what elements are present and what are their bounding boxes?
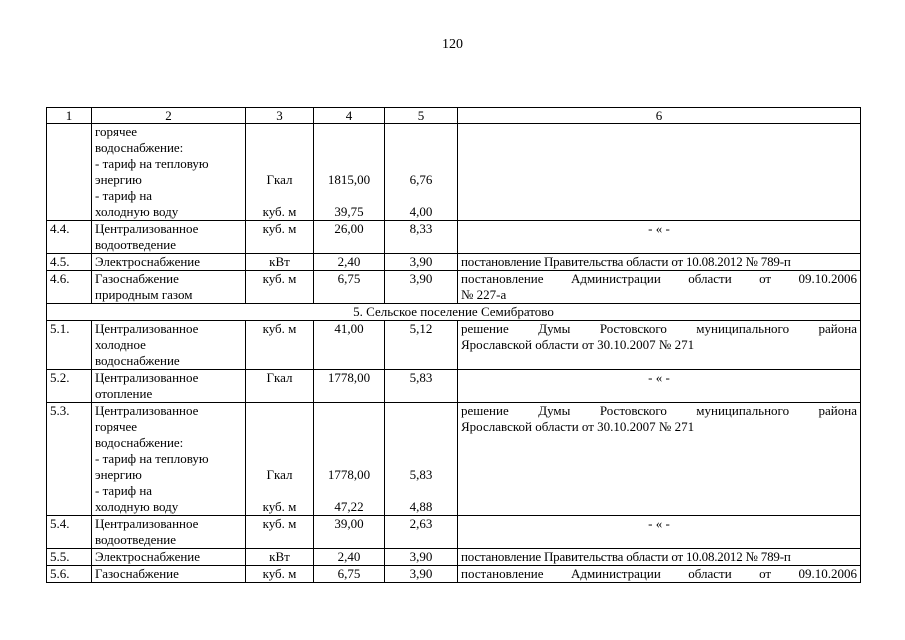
tariff-table	[46, 107, 861, 583]
value-col5: 6,76 4,00	[385, 124, 458, 221]
value-col5: 2,63	[385, 516, 458, 549]
value-col4: 6,75	[314, 271, 385, 304]
column-header: 2	[92, 108, 246, 124]
value-col4: 6,75	[314, 566, 385, 583]
service-name: Газоснабжение природным газом	[92, 271, 246, 304]
regulation-doc: - « -	[458, 370, 861, 403]
value-col5: 3,90	[385, 549, 458, 566]
column-header: 4	[314, 108, 385, 124]
unit-cell: куб. м	[246, 321, 314, 370]
row-number: 4.4.	[47, 221, 92, 254]
service-name: горячее водоснабжение: - тариф на тепловую энергию - тариф на холодную воду	[92, 124, 246, 221]
regulation-doc: решение Думы Ростовского муниципального района Ярославской области от 30.10.2007 № 271	[458, 321, 861, 370]
table-row	[47, 370, 861, 403]
table-row	[47, 516, 861, 549]
service-name: Централизованное водоотведение	[92, 516, 246, 549]
row-number: 5.3.	[47, 403, 92, 516]
value-col4: 2,40	[314, 254, 385, 271]
service-name: Электроснабжение	[92, 254, 246, 271]
unit-cell: Гкал куб. м	[246, 403, 314, 516]
regulation-doc	[458, 124, 861, 221]
value-col4: 26,00	[314, 221, 385, 254]
value-col4: 1778,00 47,22	[314, 403, 385, 516]
column-header: 1	[47, 108, 92, 124]
column-header: 3	[246, 108, 314, 124]
row-number: 5.4.	[47, 516, 92, 549]
section-title: 5. Сельское поселение Семибратово	[47, 304, 861, 321]
table-row	[47, 403, 861, 516]
row-number: 5.2.	[47, 370, 92, 403]
value-col5: 8,33	[385, 221, 458, 254]
value-col5: 3,90	[385, 566, 458, 583]
value-col4: 41,00	[314, 321, 385, 370]
regulation-doc: - « -	[458, 516, 861, 549]
row-number: 5.5.	[47, 549, 92, 566]
service-name: Газоснабжение	[92, 566, 246, 583]
unit-cell: куб. м	[246, 566, 314, 583]
unit-cell: куб. м	[246, 221, 314, 254]
regulation-doc: - « -	[458, 221, 861, 254]
table-row	[47, 124, 861, 221]
table-row	[47, 566, 861, 583]
unit-cell: куб. м	[246, 271, 314, 304]
row-number	[47, 124, 92, 221]
row-number: 5.6.	[47, 566, 92, 583]
regulation-doc: решение Думы Ростовского муниципального района Ярославской области от 30.10.2007 № 271	[458, 403, 861, 516]
column-header: 6	[458, 108, 861, 124]
table-row	[47, 221, 861, 254]
service-name: Централизованное водоотведение	[92, 221, 246, 254]
service-name: Централизованное холодное водоснабжение	[92, 321, 246, 370]
row-number: 5.1.	[47, 321, 92, 370]
table-row	[47, 254, 861, 271]
value-col5: 5,12	[385, 321, 458, 370]
value-col4: 39,00	[314, 516, 385, 549]
unit-cell: Гкал	[246, 370, 314, 403]
value-col5: 3,90	[385, 271, 458, 304]
value-col4: 1778,00	[314, 370, 385, 403]
table-row	[47, 271, 861, 304]
table-row	[47, 321, 861, 370]
service-name: Электроснабжение	[92, 549, 246, 566]
value-col5: 3,90	[385, 254, 458, 271]
regulation-doc: постановление Правительства области от 10.08.2012 № 789-п	[458, 254, 861, 271]
table-row	[47, 549, 861, 566]
service-name: Централизованное горячее водоснабжение: - тариф на тепловую энергию - тариф на холодную воду	[92, 403, 246, 516]
page-number: 120	[442, 37, 463, 52]
regulation-doc: постановление Администрации области от 09.10.2006	[458, 566, 861, 583]
value-col4: 1815,00 39,75	[314, 124, 385, 221]
row-number: 4.5.	[47, 254, 92, 271]
value-col4: 2,40	[314, 549, 385, 566]
unit-cell: кВт	[246, 254, 314, 271]
value-col5: 5,83	[385, 370, 458, 403]
section-row	[47, 304, 861, 321]
column-header: 5	[385, 108, 458, 124]
unit-cell: куб. м	[246, 516, 314, 549]
value-col5: 5,83 4,88	[385, 403, 458, 516]
regulation-doc: постановление Правительства области от 10.08.2012 № 789-п	[458, 549, 861, 566]
service-name: Централизованное отопление	[92, 370, 246, 403]
row-number: 4.6.	[47, 271, 92, 304]
regulation-doc: постановление Администрации области от 09.10.2006 № 227-а	[458, 271, 861, 304]
header-row	[47, 108, 861, 124]
unit-cell: кВт	[246, 549, 314, 566]
unit-cell: Гкал куб. м	[246, 124, 314, 221]
